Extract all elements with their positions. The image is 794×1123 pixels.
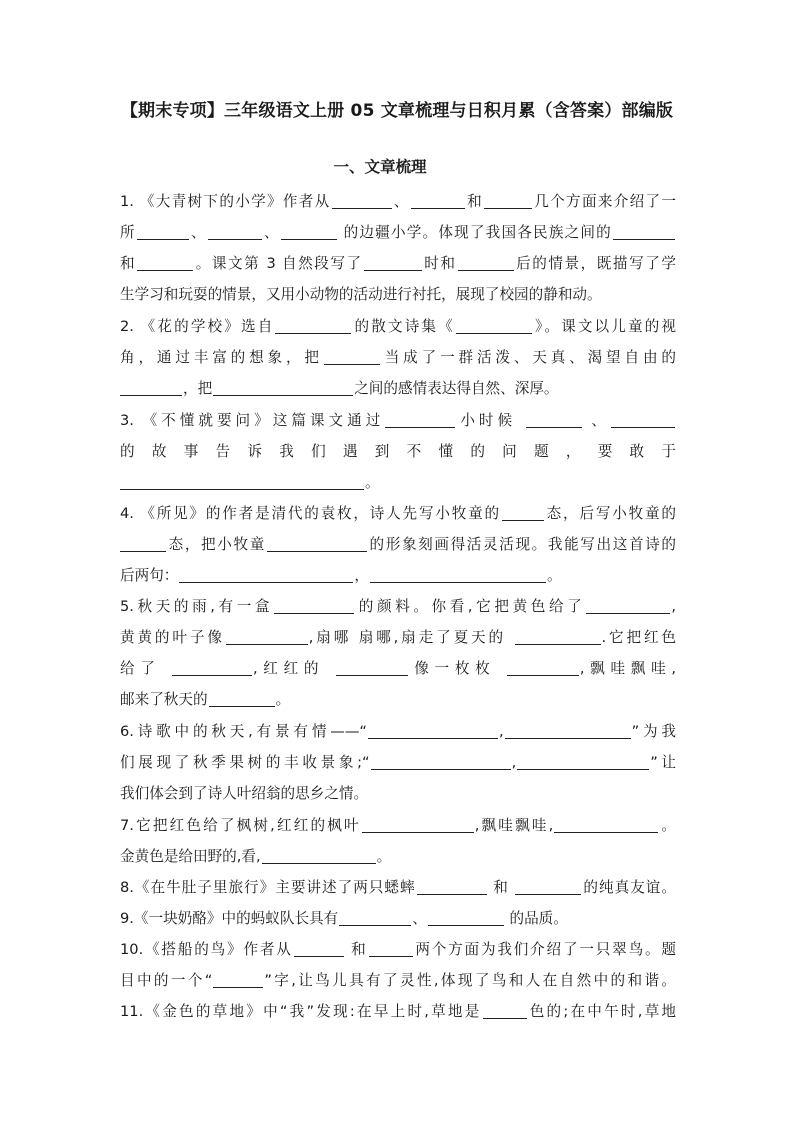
answer-blank[interactable]: [505, 721, 631, 739]
question-2: [120, 311, 676, 404]
text-segment: 、: [189, 224, 207, 241]
text-segment: ,: [511, 754, 517, 771]
answer-blank[interactable]: [385, 410, 455, 428]
answer-blank[interactable]: [267, 534, 367, 552]
answer-blank[interactable]: [483, 1001, 527, 1019]
answer-blank[interactable]: [137, 222, 189, 240]
text-segment: 2. 《花的学校》选自: [120, 318, 275, 335]
answer-blank[interactable]: [368, 721, 498, 739]
question-line: [120, 217, 676, 248]
text-segment: 7.它把红色给了枫树,红红的枫叶: [120, 817, 361, 834]
question-10: [120, 934, 676, 996]
text-segment: ,: [671, 598, 676, 615]
answer-blank[interactable]: [137, 253, 193, 271]
text-segment: 和: [465, 193, 483, 210]
question-line: [120, 747, 676, 778]
answer-blank[interactable]: [417, 877, 487, 895]
text-segment: 后两句：: [120, 567, 179, 584]
question-line: [120, 467, 676, 498]
question-line: [120, 591, 676, 622]
answer-blank[interactable]: [208, 222, 262, 240]
text-segment: ”为我: [631, 723, 676, 740]
answer-blank[interactable]: [364, 253, 422, 271]
text-segment: 和: [344, 941, 368, 958]
text-segment: 所: [120, 224, 136, 241]
answer-blank[interactable]: [458, 253, 514, 271]
question-line: [120, 342, 676, 373]
question-7: [120, 810, 676, 872]
text-segment: 、: [582, 412, 611, 429]
answer-blank[interactable]: [294, 939, 344, 957]
text-segment: 。: [547, 567, 562, 584]
text-segment: 和: [120, 255, 137, 272]
question-line: [120, 778, 676, 809]
answer-blank[interactable]: [362, 815, 474, 833]
text-segment: 的品质。: [504, 910, 568, 927]
text-segment: 8.《在牛肚子里旅行》主要讲述了两只蟋蟀: [120, 879, 416, 896]
text-segment: 目中的一个“: [120, 972, 213, 989]
text-segment: 我们体会到了诗人叶绍翁的思乡之情。: [120, 785, 369, 802]
question-line: [120, 872, 676, 903]
text-segment: 两个方面为我们介绍了一只翠鸟。题: [413, 941, 676, 958]
question-line: [120, 841, 676, 872]
text-segment: 黄黄的叶子像: [120, 629, 225, 646]
text-segment: 1. 《大青树下的小学》作者从: [120, 193, 331, 210]
text-segment: 10.《搭船的鸟》作者从: [120, 941, 293, 958]
text-segment: 的散文诗集《: [352, 318, 455, 335]
answer-blank[interactable]: [120, 378, 182, 396]
text-segment: 给了: [120, 660, 171, 677]
answer-blank[interactable]: [179, 565, 353, 583]
question-line: [120, 529, 676, 560]
text-segment: 》。课文以儿童的视: [532, 318, 676, 335]
answer-blank[interactable]: [586, 596, 670, 614]
answer-blank[interactable]: [332, 191, 392, 209]
answer-blank[interactable]: [411, 191, 465, 209]
question-line: [120, 405, 676, 436]
question-line: [120, 279, 676, 310]
text-segment: 邮来了秋天的: [120, 691, 208, 708]
answer-blank[interactable]: [517, 752, 649, 770]
text-segment: 9.《一块奶酪》中的蚂蚁队长具有: [120, 910, 339, 927]
answer-blank[interactable]: [274, 596, 354, 614]
text-segment: 。: [659, 817, 676, 834]
question-9: [120, 903, 676, 934]
question-line: [120, 373, 676, 404]
text-segment: 。: [365, 474, 380, 491]
answer-blank[interactable]: [554, 815, 658, 833]
text-segment: 、: [412, 910, 427, 927]
question-line: [120, 996, 676, 1027]
text-segment: 金黄色是给田野的,看,: [120, 848, 261, 865]
answer-blank[interactable]: [456, 316, 532, 334]
answer-blank[interactable]: [502, 503, 544, 521]
answer-blank[interactable]: [428, 908, 504, 926]
text-segment: 几个方面来介绍了一: [532, 193, 676, 210]
text-segment: 6.诗歌中的秋天,有景有情——“: [120, 723, 367, 740]
text-segment: 。课文第 3 自然段写了: [194, 255, 363, 272]
question-5: [120, 591, 676, 715]
answer-blank[interactable]: [515, 627, 601, 645]
text-segment: 后的情景，既描写了学: [514, 255, 676, 272]
text-segment: 生学习和玩耍的情景，又用小动物的活动进行衬托，展现了校园的静和动。: [120, 286, 602, 303]
answer-blank[interactable]: [370, 565, 546, 583]
text-segment: ，: [354, 567, 369, 584]
text-segment: 的 故 事 告 诉 我 们 遇 到 不 懂 的 问 题 ， 要 敢 于: [120, 443, 676, 460]
text-segment: 的纯真友谊。: [582, 879, 676, 896]
text-segment: ,飘哇飘哇,: [474, 817, 554, 834]
question-line: [120, 716, 676, 747]
text-segment: 3. 《不懂就要问》这篇课文通过: [120, 412, 385, 429]
text-segment: 像一枚枚: [408, 660, 506, 677]
answer-blank[interactable]: [213, 378, 353, 396]
question-line: [120, 248, 676, 279]
question-line: [120, 684, 676, 715]
question-line: [120, 498, 676, 529]
answer-blank[interactable]: [209, 689, 275, 707]
text-segment: 。: [376, 848, 392, 865]
answer-blank[interactable]: [611, 410, 675, 428]
text-segment: 的形象刻画得活灵活现。我能写出这首诗的: [367, 536, 676, 553]
answer-blank[interactable]: [120, 534, 166, 552]
text-segment: 态，把小牧童: [167, 536, 266, 553]
text-segment: ”让: [650, 754, 676, 771]
text-segment: 的边疆小学。体现了我国各民族之间的: [337, 224, 612, 241]
text-segment: 和: [487, 879, 515, 896]
answer-blank[interactable]: [613, 222, 675, 240]
text-segment: 们展现了秋季果树的丰收景象;“: [120, 754, 370, 771]
answer-blank[interactable]: [275, 316, 351, 334]
question-line: [120, 934, 676, 965]
text-segment: ”字,让鸟儿具有了灵性,体现了鸟和人在自然中的和谐。: [264, 972, 676, 989]
text-segment: 小时候: [456, 412, 525, 429]
answer-blank[interactable]: [484, 191, 532, 209]
text-segment: 。: [275, 691, 291, 708]
question-4: [120, 498, 676, 591]
answer-blank[interactable]: [226, 627, 308, 645]
text-segment: ,红红的: [252, 660, 335, 677]
text-segment: ,扇哪 扇哪,扇走了夏天的: [308, 629, 514, 646]
section-heading: 一、文章梳理: [333, 158, 427, 176]
question-line: [120, 622, 676, 653]
text-segment: 11.《金色的草地》中“我”发现:在早上时,草地是: [120, 1003, 482, 1020]
question-6: [120, 716, 676, 809]
text-segment: .它把红色: [601, 629, 676, 646]
answer-blank[interactable]: [120, 472, 364, 490]
answer-blank[interactable]: [339, 908, 411, 926]
answer-blank[interactable]: [262, 846, 376, 864]
question-line: [120, 186, 676, 217]
text-segment: 角，通过丰富的想象，把: [120, 349, 323, 366]
text-segment: 色的;在中午时,草地: [527, 1003, 676, 1020]
answer-blank[interactable]: [369, 939, 413, 957]
question-1: [120, 186, 676, 310]
answer-blank[interactable]: [172, 658, 252, 676]
text-segment: 、: [262, 224, 280, 241]
question-line: [120, 965, 676, 996]
answer-blank[interactable]: [507, 658, 579, 676]
answer-blank[interactable]: [371, 752, 511, 770]
text-segment: 时和: [422, 255, 457, 272]
question-line: [120, 436, 676, 467]
document-title: 【期末专项】三年级语文上册 05 文章梳理与日积月累（含答案）部编版: [120, 101, 674, 121]
text-segment: 4. 《所见》的作者是清代的袁枚，诗人先写小牧童的: [120, 505, 501, 522]
question-line: [120, 653, 676, 684]
text-segment: 、: [392, 193, 410, 210]
text-segment: ,飘哇飘哇,: [579, 660, 676, 677]
answer-blank[interactable]: [281, 222, 337, 240]
question-line: [120, 560, 676, 591]
question-3: [120, 405, 676, 498]
answer-blank[interactable]: [213, 970, 263, 988]
question-11: [120, 996, 676, 1027]
answer-blank[interactable]: [526, 410, 582, 428]
answer-blank[interactable]: [336, 658, 408, 676]
question-line: [120, 311, 676, 342]
text-segment: 之间的感情表达得自然、深厚。: [354, 380, 559, 397]
text-segment: ，把: [183, 380, 213, 397]
text-segment: 的颜料。你看,它把黄色给了: [355, 598, 586, 615]
text-segment: 5.秋天的雨,有一盒: [120, 598, 274, 615]
text-segment: 当成了一群活泼、天真、渴望自由的: [380, 349, 676, 366]
answer-blank[interactable]: [324, 347, 380, 365]
question-line: [120, 903, 676, 934]
text-segment: ,: [499, 723, 504, 740]
answer-blank[interactable]: [515, 877, 581, 895]
question-8: [120, 872, 676, 903]
text-segment: 态，后写小牧童的: [544, 505, 676, 522]
question-line: [120, 810, 676, 841]
